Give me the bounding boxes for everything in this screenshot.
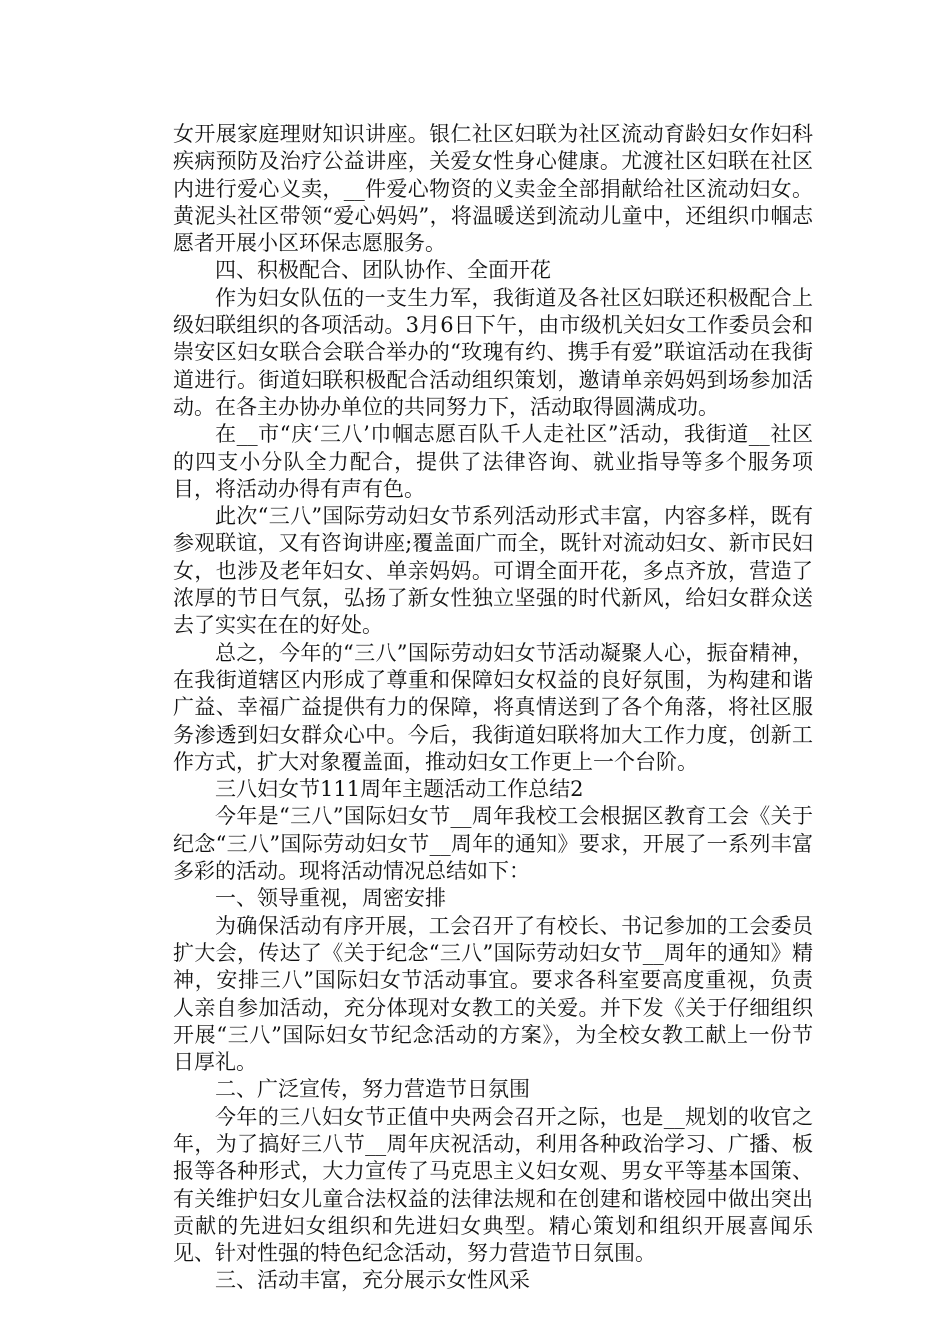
document-body xyxy=(173,121,813,1295)
section-heading: 三、活动丰富，充分展示女性风采 xyxy=(215,1268,530,1293)
paragraph: 作为妇女队伍的一支生力军，我街道及各社区妇联还积极配合上级妇联组织的各项活动。3月6日下午，由市级机关妇女工作委员会和崇安区妇女联合会联合举办的“玫瑰有约、携手有爱”联谊活动在我街道进行。街道妇联积极配合活动组织策划，邀请单亲妈妈到场参加活动。在各主办协办单位的共同努力下，活动取得圆满成功。 xyxy=(173,285,813,419)
paragraph: 为确保活动有序开展，工会召开了有校长、书记参加的工会委员扩大会，传达了《关于纪念“三八”国际劳动妇女节__周年的通知》精神，安排三八”国际妇女节活动事宜。要求各科室要高度重视，负责人亲自参加活动，充分体现对女教工的关爱。并下发《关于仔细组织开展“三八”国际妇女节纪念活动的方案》，为全校女教工献上一份节日厚礼。 xyxy=(173,913,813,1075)
paragraph: 总之，今年的“三八”国际劳动妇女节活动凝聚人心，振奋精神，在我街道辖区内形成了尊重和保障妇女权益的良好氛围，为构建和谐广益、幸福广益提供有力的保障，将真情送到了各个角落，将社区服务渗透到妇女群众心中。今后，我街道妇联将加大工作力度，创新工作方式，扩大对象覆盖面，推动妇女工作更上一个台阶。 xyxy=(173,640,813,774)
section-heading: 一、领导重视，周密安排 xyxy=(215,886,446,911)
paragraph: 在__市“庆‘三八’巾帼志愿百队千人走社区”活动，我街道__社区的四支小分队全力配合，提供了法律咨询、就业指导等多个服务项目，将活动办得有声有色。 xyxy=(173,422,813,501)
paragraph: 今年是“三八”国际妇女节__周年我校工会根据区教育工会《关于纪念“三八”国际劳动妇女节__周年的通知》要求，开展了一系列丰富多彩的活动。现将活动情况总结如下： xyxy=(173,804,813,884)
paragraph: 女开展家庭理财知识讲座。银仁社区妇联为社区流动育龄妇女作妇科疾病预防及治疗公益讲座，关爱女性身心健康。尤渡社区妇联在社区内进行爱心义卖，__件爱心物资的义卖金全部捐献给社区流动妇女。黄泥头社区带领“爱心妈妈”，将温暖送到流动儿童中，还组织巾帼志愿者开展小区环保志愿服务。 xyxy=(173,122,813,256)
section-heading: 四、积极配合、团队协作、全面开花 xyxy=(215,258,551,283)
paragraph: 今年的三八妇女节正值中央两会召开之际，也是__规划的收官之年，为了搞好三八节__周年庆祝活动，利用各种政治学习、广播、板报等各种形式，大力宣传了马克思主义妇女观、男女平等基本国策、有关维护妇女儿童合法权益的法律法规和在创建和谐校园中做出突出贡献的先进妇女组织和先进妇女典型。精心策划和组织开展喜闻乐见、针对性强的特色纪念活动，努力营造节日氛围。 xyxy=(173,1104,813,1266)
section-heading: 二、广泛宣传，努力营造节日氛围 xyxy=(215,1077,530,1102)
document-title: 三八妇女节111周年主题活动工作总结2 xyxy=(215,777,584,802)
paragraph: 此次“三八”国际劳动妇女节系列活动形式丰富，内容多样，既有参观联谊，又有咨询讲座;覆盖面广而全，既针对流动妇女、新市民妇女，也涉及老年妇女、单亲妈妈。可谓全面开花，多点齐放，营造了浓厚的节日气氛，弘扬了新女性独立坚强的时代新风，给妇女群众送去了实实在在的好处。 xyxy=(173,504,813,638)
